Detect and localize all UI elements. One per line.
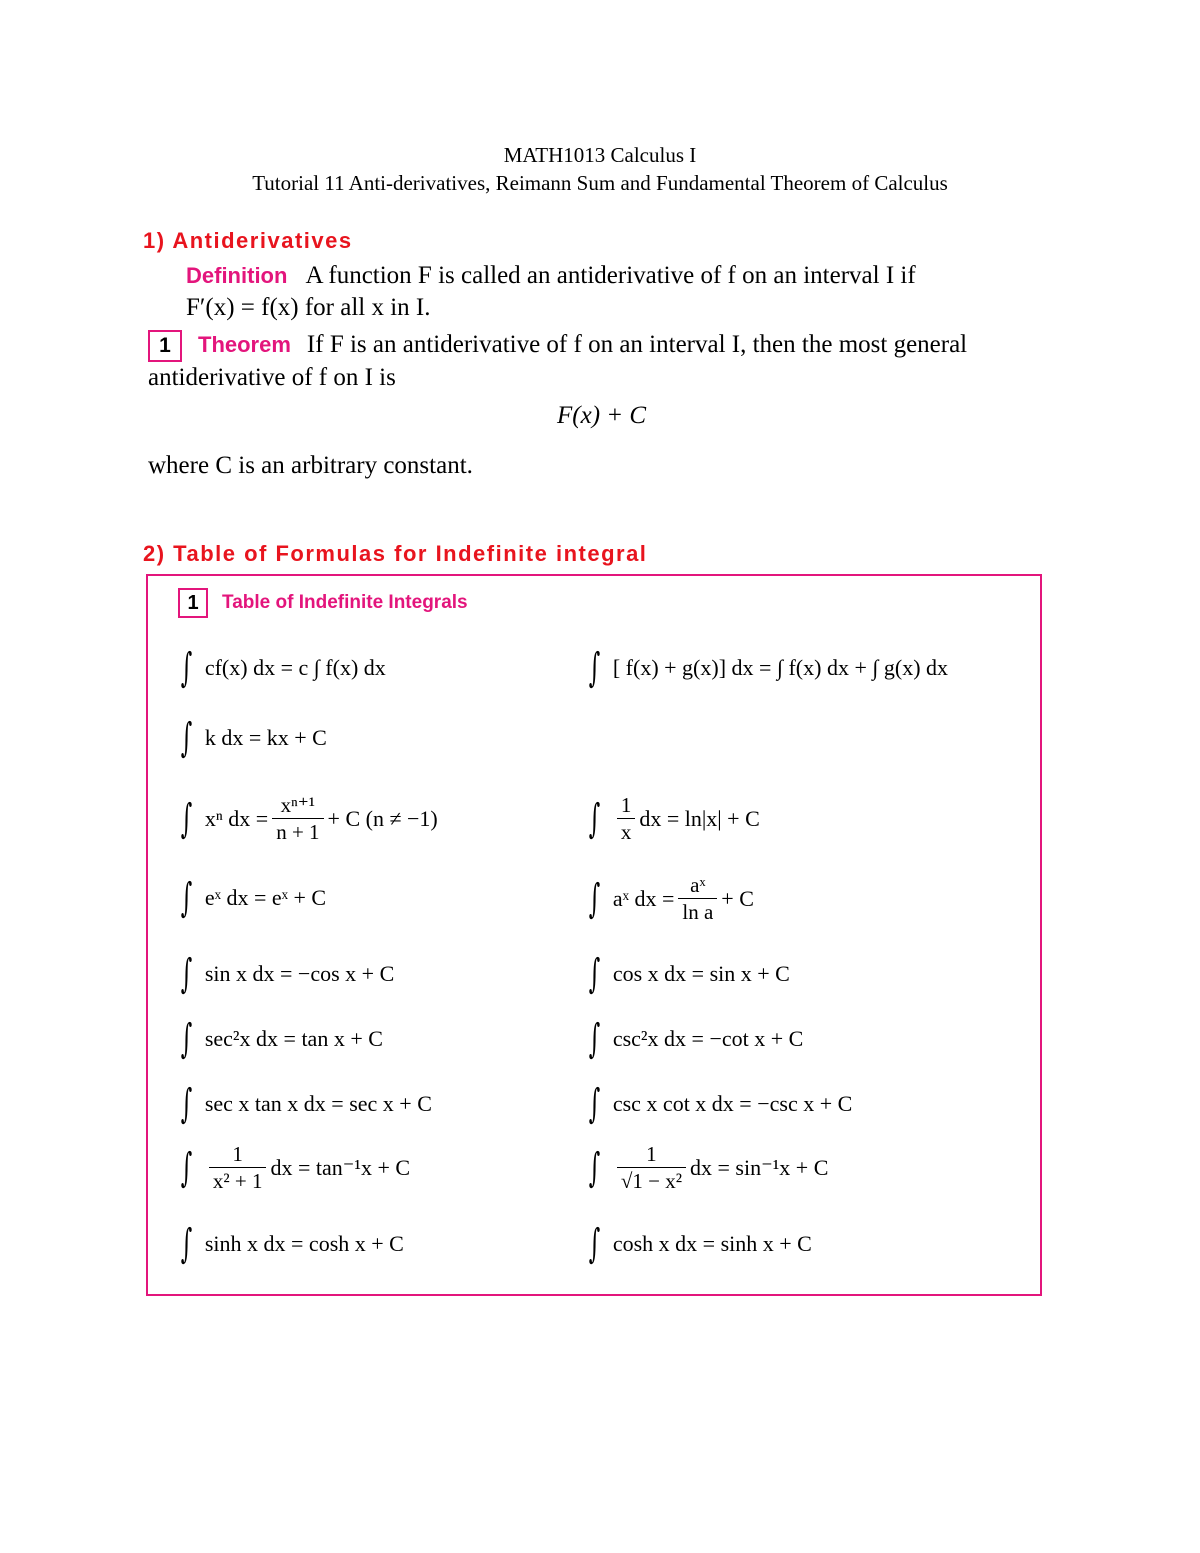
integral-sign-icon: ∫: [588, 645, 601, 691]
section2-heading: 2) Table of Formulas for Indefinite integral: [143, 541, 648, 566]
integral-sign-icon: ∫: [180, 795, 193, 842]
table-title: Table of Indefinite Integrals: [222, 592, 468, 613]
theorem-block: [148, 329, 967, 362]
integral-sign-icon: ∫: [180, 715, 193, 761]
formula-exp: ∫ eˣ dx = eˣ + C: [180, 875, 327, 921]
theorem-line1: If F is an antiderivative of f on an interval I, then the most general: [306, 331, 968, 358]
definition-block: [186, 260, 916, 292]
definition-label: Definition: [186, 263, 288, 288]
integral-sign-icon: ∫: [180, 1081, 193, 1127]
integral-sign-icon: ∫: [180, 951, 193, 997]
formula-arcsin: ∫ $\frac{1}{\text{√1 − x²}}$ dx = sin⁻¹x + C: [588, 1142, 829, 1193]
formula-csc-squared: ∫ csc²x dx = −cot x + C: [588, 1016, 804, 1062]
theorem-line2: antiderivative of f on I is: [148, 364, 396, 391]
formula-sum-rule: ∫ [ f(x) + g(x)] dx = ∫ f(x) dx + ∫ g(x) dx: [588, 645, 949, 691]
course-title: MATH1013 Calculus I: [503, 143, 697, 167]
integral-sign-icon: ∫: [180, 1221, 193, 1267]
integral-table: [146, 574, 1042, 1296]
theorem-line3: where C is an arbitrary constant.: [148, 452, 473, 479]
integral-sign-icon: ∫: [588, 875, 601, 922]
integral-sign-icon: ∫: [588, 1081, 601, 1127]
integral-sign-icon: ∫: [180, 1016, 193, 1062]
integral-sign-icon: ∫: [588, 1221, 601, 1267]
integral-sign-icon: ∫: [588, 1016, 601, 1062]
formula-sinh: ∫ sinh x dx = cosh x + C: [180, 1221, 404, 1267]
tutorial-title: Tutorial 11 Anti-derivatives, Reimann Sum and Fundamental Theorem of Calculus: [252, 171, 948, 195]
theorem-number: 1: [148, 330, 182, 362]
integral-sign-icon: ∫: [588, 951, 601, 997]
formula-log: ∫ $\frac{1}{x}$ dx = ln|x| + C: [588, 793, 760, 844]
power-fraction: $\frac{\text{xⁿ⁺¹}}{n + 1}$: [272, 792, 323, 845]
formula-csc-cot: ∫ csc x cot x dx = −csc x + C: [588, 1081, 853, 1127]
definition-line2: F′(x) = f(x) for all x in I.: [186, 294, 431, 321]
integral-sign-icon: ∫: [588, 1144, 601, 1191]
integral-sign-icon: ∫: [180, 1144, 193, 1191]
integral-sign-icon: ∫: [180, 645, 193, 691]
formula-arctan: ∫ $\frac{1}{\text{x² + 1}}$ dx = tan⁻¹x + C: [180, 1142, 411, 1193]
section1-heading: 1) Antiderivatives: [143, 228, 353, 253]
table-header: [178, 588, 468, 618]
arcsin-fraction: $\frac{1}{\text{√1 − x²}}$: [617, 1141, 686, 1194]
formula-sin: ∫ sin x dx = −cos x + C: [180, 951, 395, 997]
formula-constant: ∫ k dx = kx + C: [180, 715, 327, 761]
formula-sec-squared: ∫ sec²x dx = tan x + C: [180, 1016, 383, 1062]
formula-general-exp: ∫ aˣ dx = $\frac{\text{aˣ}}{\text{ln a}}$ + C: [588, 873, 754, 924]
integral-sign-icon: ∫: [180, 875, 193, 921]
definition-line1: A function F is called an antiderivative of f on an interval I if: [305, 262, 916, 289]
formula-power-rule: ∫ xⁿ dx = $\frac{\text{xⁿ⁺¹}}{n + 1}$ + C (n ≠ −1): [180, 793, 438, 844]
formula-cosh: ∫ cosh x dx = sinh x + C: [588, 1221, 812, 1267]
arctan-fraction: $\frac{1}{\text{x² + 1}}$: [209, 1141, 267, 1194]
reciprocal-fraction: $\frac{1}{x}$: [617, 792, 636, 845]
formula-sec-tan: ∫ sec x tan x dx = sec x + C: [180, 1081, 432, 1127]
formula-cos: ∫ cos x dx = sin x + C: [588, 951, 790, 997]
formula-constant-multiple: ∫ cf(x) dx = c ∫ f(x) dx: [180, 645, 386, 691]
table-number: 1: [178, 588, 208, 618]
exp-fraction: $\frac{\text{aˣ}}{\text{ln a}}$: [678, 872, 717, 925]
theorem-label: Theorem: [198, 332, 291, 357]
integral-sign-icon: ∫: [588, 795, 601, 842]
theorem-formula: F(x) + C: [557, 402, 647, 429]
